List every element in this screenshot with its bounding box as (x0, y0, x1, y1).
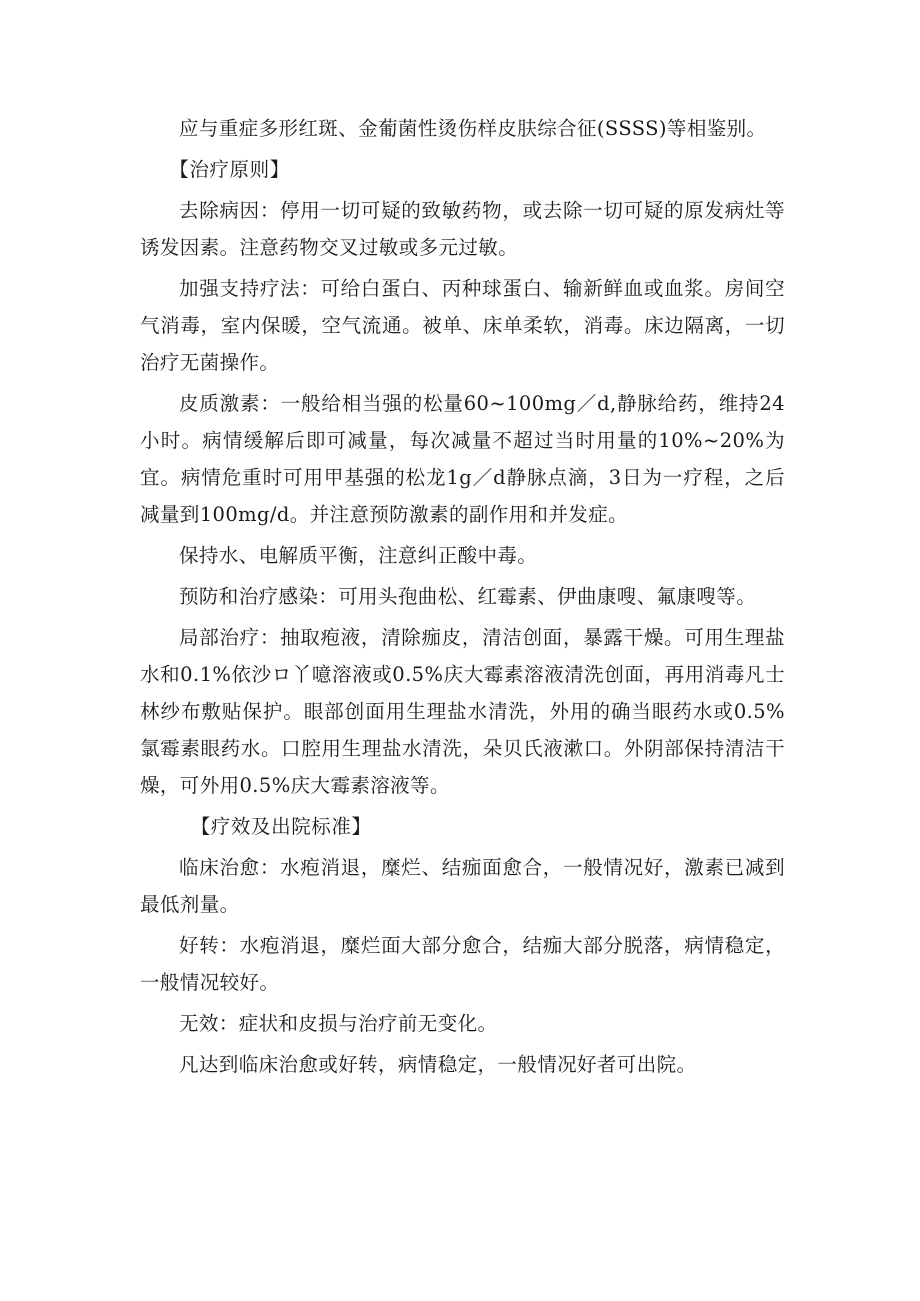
treatment-principles-heading: 【治疗原则】 (169, 158, 290, 181)
efficacy-discharge-heading: 【疗效及出院标准】 (190, 815, 372, 838)
local-treatment-paragraph: 局部治疗：抽取疱液，清除痂皮，清洁创面，暴露干燥。可用生理盐水和0.1%依沙ロ丫噫溶液或0.5%庆大霉素溶液清洗创面，再用消毒凡士林纱布敷贴保护。眼部创面用生理盐水清洗，外用的确当眼药水或0.5%氯霉素眼药水。口腔用生理盐水清洗，朵贝氏液漱口。外阴部保持清洁干燥，可外用0.5%庆大霉素溶液等。 (140, 626, 785, 797)
infection-prevention-paragraph: 预防和治疗感染：可用头孢曲松、红霉素、伊曲康嗖、氟康嗖等。 (179, 585, 757, 608)
document-page (140, 110, 785, 1087)
improvement-paragraph: 好转：水疱消退，糜烂面大部分愈合，结痂大部分脱落，病情稳定，一般情况较好。 (140, 934, 785, 994)
clinical-cure-paragraph: 临床治愈：水疱消退，糜烂、结痂面愈合，一般情况好，激素已减到最低剂量。 (140, 856, 785, 916)
electrolyte-balance-paragraph: 保持水、电解质平衡，注意纠正酸中毒。 (179, 544, 538, 567)
ineffective-paragraph: 无效：症状和皮损与治疗前无变化。 (179, 1012, 498, 1035)
supportive-therapy-paragraph: 加强支持疗法：可给白蛋白、丙种球蛋白、输新鲜血或血浆。房间空气消毒，室内保暖，空气流通。被单、床单柔软，消毒。床边隔离，一切治疗无菌操作。 (140, 277, 785, 374)
corticosteroid-paragraph: 皮质激素：一般给相当强的松量60~100mg／d,静脉给药，维持24小时。病情缓解后即可减量，每次减量不超过当时用量的10%~20%为宜。病情危重时可用甲基强的松龙1g／d静脉点滴，3日为一疗程，之后减量到100mg/d。并注意预防激素的副作用和并发症。 (140, 392, 785, 526)
differential-diagnosis-paragraph: 应与重症多形红斑、金葡菌性烫伤样皮肤综合征(SSSS)等相鉴别。 (179, 117, 767, 140)
remove-cause-paragraph: 去除病因：停用一切可疑的致敏药物，或去除一切可疑的原发病灶等诱发因素。注意药物交叉过敏或多元过敏。 (140, 199, 785, 259)
discharge-criteria-paragraph: 凡达到临床治愈或好转，病情稳定，一般情况好者可出院。 (179, 1053, 697, 1076)
